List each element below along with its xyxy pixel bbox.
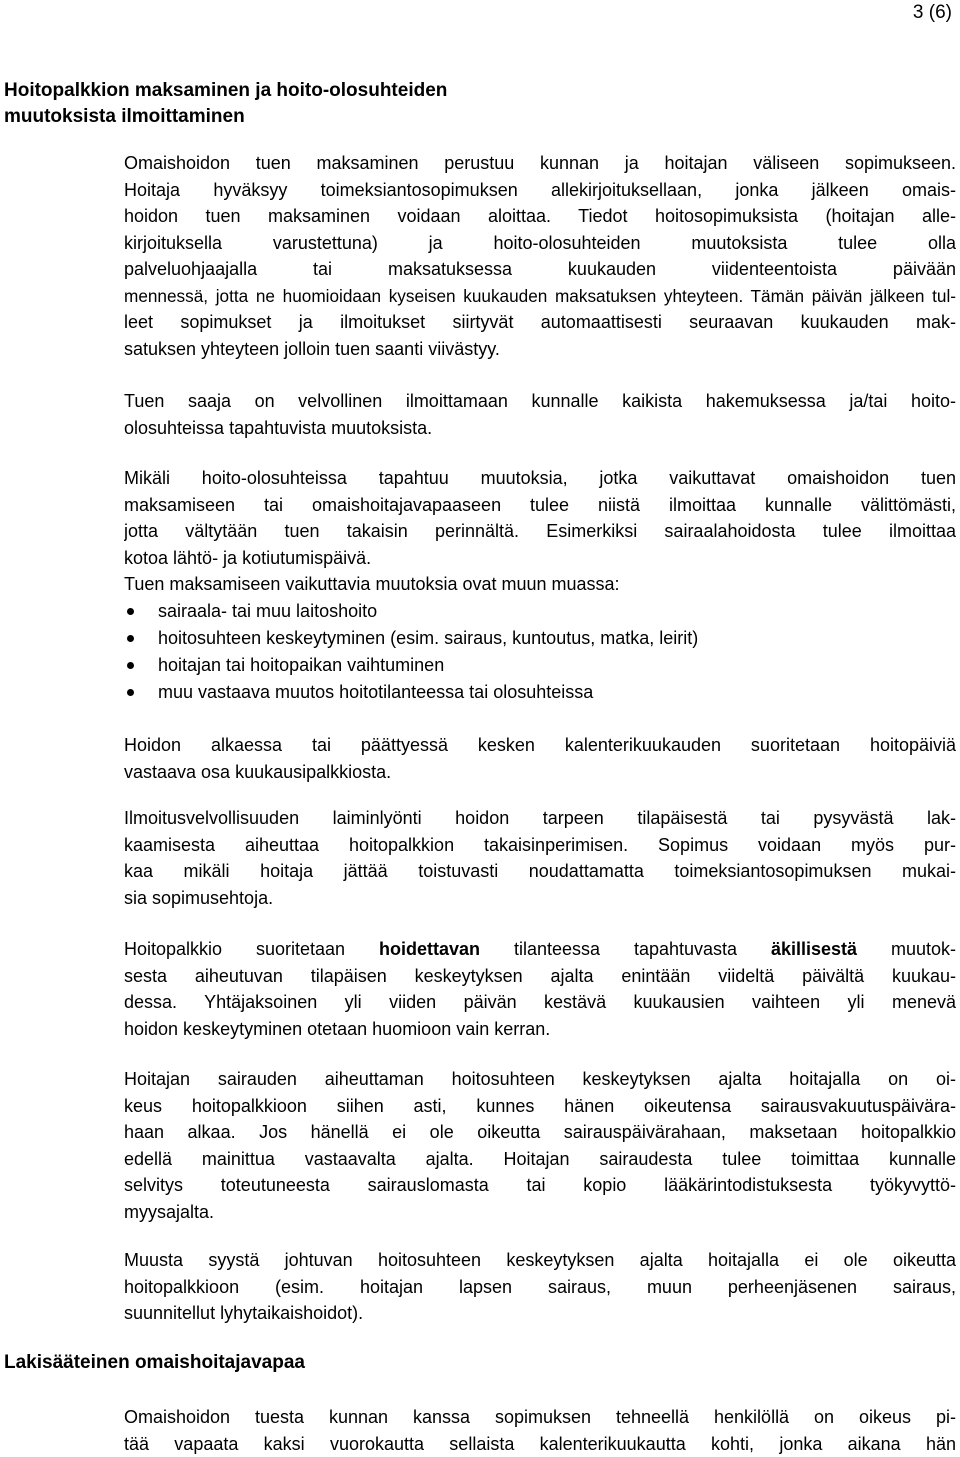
text-line: vastaava osa kuukausipalkkiosta. bbox=[124, 759, 956, 786]
text-line: Hoidon alkaessa tai päättyessä kesken kalenterikuukauden suoritetaan hoitopäiviä bbox=[124, 732, 956, 759]
text-line: hoitopalkkioon (esim. hoitajan lapsen sairaus, muun perheenjäsenen sairaus, bbox=[124, 1274, 956, 1301]
text-line: edellä mainittua vastaavalta ajalta. Hoitajan sairaudesta tulee toimittaa kunnalle bbox=[124, 1146, 956, 1173]
paragraph-start-end bbox=[124, 732, 956, 785]
text-line: Hoitopalkkio suoritetaan hoidettavan tilanteessa tapahtuvasta äkillisestä muutok- bbox=[124, 936, 956, 963]
text-line: sia sopimusehtoja. bbox=[124, 885, 956, 912]
text-line: sesta aiheutuvan tilapäisen keskeytyksen ajalta enintään viideltä päivältä kuukau- bbox=[124, 963, 956, 990]
text-line: Tuen saaja on velvollinen ilmoittamaan kunnalle kaikista hakemuksessa ja/tai hoito- bbox=[124, 388, 956, 415]
text-line: leet sopimukset ja ilmoitukset siirtyvät automaattisesti seuraavan kuukauden mak- bbox=[124, 309, 956, 336]
list-item bbox=[124, 625, 698, 652]
paragraph-temporary-break bbox=[124, 936, 956, 1042]
heading-line: muutoksista ilmoittaminen bbox=[4, 104, 447, 130]
list-item-text: hoitosuhteen keskeytyminen (esim. sairaus, kuntoutus, matka, leirit) bbox=[158, 628, 698, 648]
list-item-text: muu vastaava muutos hoitotilanteessa tai olosuhteissa bbox=[158, 682, 593, 702]
text-line: maksamiseen tai omaishoitajavapaaseen tulee niistä ilmoittaa kunnalle välittömästi, bbox=[124, 492, 956, 519]
paragraph-leave bbox=[124, 1404, 956, 1457]
text-line: keus hoitopalkkioon siihen asti, kunnes hänen oikeutensa sairausvakuutuspäivära- bbox=[124, 1093, 956, 1120]
section-heading-leave: Lakisääteinen omaishoitajavapaa bbox=[4, 1350, 305, 1376]
text-line: dessa. Yhtäjaksoinen yli viiden päivän kestävä kuukausien vaihteen yli menevä bbox=[124, 989, 956, 1016]
paragraph-other-reasons bbox=[124, 1247, 956, 1327]
page-number: 3 (6) bbox=[913, 2, 952, 24]
bullet-icon bbox=[127, 635, 134, 642]
text-line: Hoitaja hyväksyy toimeksiantosopimuksen allekirjoituksellaan, jonka jälkeen omais- bbox=[124, 177, 956, 204]
bullet-icon bbox=[127, 608, 134, 615]
changes-bullet-list bbox=[124, 598, 698, 706]
list-item bbox=[124, 598, 698, 625]
paragraph-notification-duty bbox=[124, 805, 956, 911]
text-line: palveluohjaajalla tai maksatuksessa kuukauden viidenteentoista päivään bbox=[124, 256, 956, 283]
text-line: Ilmoitusvelvollisuuden laiminlyönti hoidon tarpeen tilapäisestä tai pysyvästä lak- bbox=[124, 805, 956, 832]
paragraph-payment-basis bbox=[124, 150, 956, 362]
list-item bbox=[124, 652, 698, 679]
text-line: Hoitajan sairauden aiheuttaman hoitosuhteen keskeytyksen ajalta hoitajalla on oi- bbox=[124, 1066, 956, 1093]
section-heading-payment bbox=[4, 78, 447, 130]
text-line: mennessä, jotta ne huomioidaan kyseisen kuukauden maksatuksen yhteyteen. Tämän päivän jälkeen tul- bbox=[124, 283, 956, 310]
list-item bbox=[124, 679, 698, 706]
paragraph-obligation bbox=[124, 388, 956, 441]
bullet-icon bbox=[127, 662, 134, 669]
text-line: jotta vältytään tuen takaisin perinnältä. Esimerkiksi sairaalahoidosta tulee ilmoittaa bbox=[124, 518, 956, 545]
paragraph-changes bbox=[124, 465, 956, 598]
heading-line: Hoitopalkkion maksaminen ja hoito-olosuhteiden bbox=[4, 78, 447, 104]
text-line: hoidon tuen maksaminen voidaan aloittaa. Tiedot hoitosopimuksista (hoitajan alle- bbox=[124, 203, 956, 230]
list-item-text: sairaala- tai muu laitoshoito bbox=[158, 601, 377, 621]
text-line: selvitys toteutuneesta sairauslomasta tai kopio lääkärintodistuksesta työkyvyttö- bbox=[124, 1172, 956, 1199]
text-line: Mikäli hoito-olosuhteissa tapahtuu muutoksia, jotka vaikuttavat omaishoidon tuen bbox=[124, 465, 956, 492]
text-line: Muusta syystä johtuvan hoitosuhteen keskeytyksen ajalta hoitajalla ei ole oikeutta bbox=[124, 1247, 956, 1274]
text-line: kotoa lähtö- ja kotiutumispäivä. bbox=[124, 545, 956, 572]
text-line: tää vapaata kaksi vuorokautta sellaista kalenterikuukautta kohti, jonka aikana hän bbox=[124, 1431, 956, 1457]
text-line: satuksen yhteyteen jolloin tuen saanti viivästyy. bbox=[124, 336, 956, 363]
text-line: haan alkaa. Jos hänellä ei ole oikeutta sairauspäivärahaan, maksetaan hoitopalkkio bbox=[124, 1119, 956, 1146]
text-line: hoidon keskeytyminen otetaan huomioon vain kerran. bbox=[124, 1016, 956, 1043]
text-line: suunnitellut lyhytaikaishoidot). bbox=[124, 1300, 956, 1327]
bullet-icon bbox=[127, 689, 134, 696]
text-line: myysajalta. bbox=[124, 1199, 956, 1226]
text-line: kaa mikäli hoitaja jättää toistuvasti noudattamatta toimeksiantosopimuksen mukai- bbox=[124, 858, 956, 885]
text-line: kaamisesta aiheuttaa hoitopalkkion takaisinperimisen. Sopimus voidaan myös pur- bbox=[124, 832, 956, 859]
list-item-text: hoitajan tai hoitopaikan vaihtuminen bbox=[158, 655, 444, 675]
text-line: kirjoituksella varustettuna) ja hoito-olosuhteiden muutoksista tulee olla bbox=[124, 230, 956, 257]
text-line: Tuen maksamiseen vaikuttavia muutoksia ovat muun muassa: bbox=[124, 571, 956, 598]
text-line: Omaishoidon tuen maksaminen perustuu kunnan ja hoitajan väliseen sopimukseen. bbox=[124, 150, 956, 177]
paragraph-caregiver-illness bbox=[124, 1066, 956, 1225]
text-line: olosuhteissa tapahtuvista muutoksista. bbox=[124, 415, 956, 442]
text-line: Omaishoidon tuesta kunnan kanssa sopimuksen tehneellä henkilöllä on oikeus pi- bbox=[124, 1404, 956, 1431]
